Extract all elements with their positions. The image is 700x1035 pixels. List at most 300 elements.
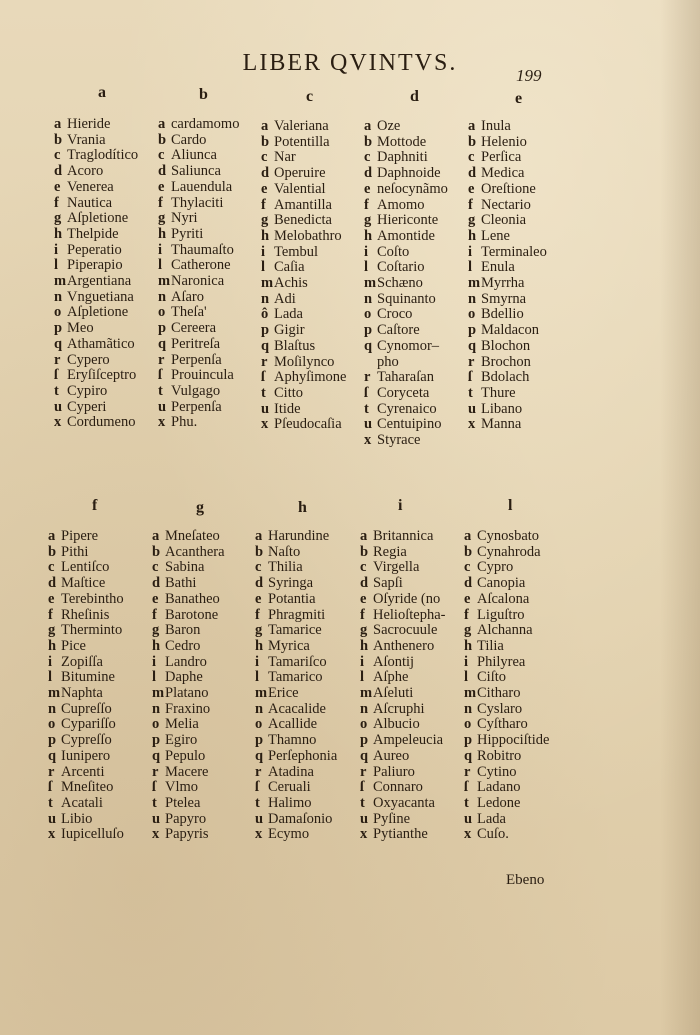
entry-word: Vnguetiana xyxy=(67,288,134,305)
entry-word: Britannica xyxy=(373,528,434,544)
entry-word: Moſilynco xyxy=(274,353,335,370)
list-item xyxy=(54,196,138,212)
entry-word: Cypreſſo xyxy=(61,732,112,749)
entry-word: Blochon xyxy=(481,337,531,354)
list-item xyxy=(54,400,138,416)
list-item xyxy=(152,639,225,655)
entry-letter: o xyxy=(48,716,56,733)
list-item xyxy=(255,623,337,639)
entry-word: Ledone xyxy=(477,794,521,811)
page-fold-shadow xyxy=(660,0,700,1035)
entry-letter: i xyxy=(54,241,59,258)
entry-letter: p xyxy=(158,320,167,337)
entry-letter: l xyxy=(54,257,59,274)
list-item xyxy=(255,560,337,576)
entry-word: Virgella xyxy=(373,559,420,576)
list-item xyxy=(158,180,239,196)
list-item xyxy=(48,717,124,733)
entry-letter: e xyxy=(261,180,268,197)
entry-letter: q xyxy=(158,335,167,352)
entry-word: Cynahroda xyxy=(477,543,541,560)
list-item xyxy=(54,117,138,133)
entry-word: Piperapio xyxy=(67,257,123,274)
entry-letter: x xyxy=(464,826,472,843)
entry-letter: b xyxy=(48,543,57,560)
list-item xyxy=(152,702,225,718)
entry-letter: ſ xyxy=(48,779,53,796)
entry-word: Peritreſa xyxy=(171,335,221,352)
entry-word: Halimo xyxy=(268,794,312,811)
list-item xyxy=(364,166,448,182)
entry-letter: q xyxy=(54,335,63,352)
entry-letter: m xyxy=(48,685,61,702)
list-item xyxy=(48,560,124,576)
entry-letter: c xyxy=(364,149,371,166)
entry-letter: m xyxy=(255,685,268,702)
entry-word: Lene xyxy=(481,227,510,244)
entry-letter: d xyxy=(468,165,477,182)
entry-word: Syringa xyxy=(268,575,314,592)
entry-word: Perpenſa xyxy=(171,351,222,368)
list-item xyxy=(48,702,124,718)
entry-letter: n xyxy=(48,700,57,717)
list-item xyxy=(255,717,337,733)
list-item xyxy=(360,733,445,749)
entry-word: Acanthera xyxy=(165,543,225,560)
list-item xyxy=(152,733,225,749)
entry-word: Eryſiſceptro xyxy=(67,367,137,384)
entry-letter: c xyxy=(152,559,159,576)
entry-word: Tamarico xyxy=(268,669,323,686)
entry-letter: l xyxy=(152,669,157,686)
list-item xyxy=(48,796,124,812)
entry-word: Regia xyxy=(373,543,407,560)
entry-letter: ſ xyxy=(364,384,369,401)
entry-letter: t xyxy=(158,382,163,399)
list-item xyxy=(158,211,239,227)
list-item xyxy=(364,402,448,418)
entry-letter: u xyxy=(48,810,57,827)
list-item xyxy=(364,245,448,261)
entry-letter: l xyxy=(48,669,53,686)
entry-letter: m xyxy=(54,273,67,290)
entry-letter: r xyxy=(54,351,61,368)
list-item xyxy=(48,812,124,828)
list-item xyxy=(261,166,347,182)
entry-word: Squinanto xyxy=(377,290,436,307)
entry-word: Schæno xyxy=(377,275,423,292)
list-item xyxy=(152,623,225,639)
entry-word: Lada xyxy=(477,810,506,827)
list-item xyxy=(261,260,347,276)
entry-word: Cuſo. xyxy=(477,826,509,843)
entry-word: Oxyacanta xyxy=(373,794,435,811)
entry-letter: t xyxy=(261,384,266,401)
entry-letter: g xyxy=(364,212,372,229)
entry-letter: r xyxy=(255,763,262,780)
list-item xyxy=(364,135,448,151)
entry-word: Smyrna xyxy=(481,290,527,307)
list-item xyxy=(261,135,347,151)
entry-letter: a xyxy=(360,528,368,544)
list-item xyxy=(54,164,138,180)
entry-word: Bdolach xyxy=(481,369,530,386)
list-item xyxy=(255,529,337,545)
list-item xyxy=(54,243,138,259)
entry-letter: t xyxy=(48,794,53,811)
entry-letter: p xyxy=(364,322,373,339)
entry-word: Landro xyxy=(165,653,207,670)
list-item xyxy=(152,812,225,828)
entry-letter: ſ xyxy=(360,779,365,796)
entry-word: Damaſonio xyxy=(268,810,333,827)
list-item xyxy=(255,639,337,655)
list-item xyxy=(152,529,225,545)
entry-word: Bitumine xyxy=(61,669,115,686)
entry-word: Macere xyxy=(165,763,209,780)
entry-letter: m xyxy=(261,275,274,292)
catchword: Ebeno xyxy=(506,872,545,888)
word-column-i xyxy=(360,529,445,843)
list-item xyxy=(48,780,124,796)
entry-word: Cyſtharo xyxy=(477,716,528,733)
list-item xyxy=(364,292,448,308)
list-item xyxy=(360,529,445,545)
list-item xyxy=(158,148,239,164)
entry-letter: d xyxy=(48,575,57,592)
entry-word: Blaſtus xyxy=(274,337,316,354)
list-item xyxy=(464,765,550,781)
entry-letter: f xyxy=(468,196,473,213)
entry-word: Harundine xyxy=(268,528,330,544)
list-item xyxy=(364,260,448,276)
list-item xyxy=(152,780,225,796)
list-item xyxy=(48,608,124,624)
entry-letter: n xyxy=(255,700,264,717)
entry-word: Mneſateo xyxy=(165,528,220,544)
entry-letter: g xyxy=(255,622,263,639)
list-item xyxy=(152,560,225,576)
list-item xyxy=(48,545,124,561)
list-item xyxy=(255,733,337,749)
list-item xyxy=(158,133,239,149)
entry-letter: q xyxy=(255,747,264,764)
list-item xyxy=(152,545,225,561)
entry-word: Connaro xyxy=(373,779,423,796)
entry-word: Amantilla xyxy=(274,196,332,213)
entry-letter: t xyxy=(464,794,469,811)
entry-word: Meo xyxy=(67,320,94,337)
list-item xyxy=(158,196,239,212)
entry-word: Aſeluti xyxy=(373,685,414,702)
list-item xyxy=(158,415,239,431)
entry-word: Helenio xyxy=(481,133,527,150)
entry-letter: a xyxy=(364,118,372,134)
entry-word: Aſcruphi xyxy=(373,700,425,717)
entry-letter: a xyxy=(152,528,160,544)
list-item xyxy=(158,337,239,353)
word-column-d xyxy=(364,119,448,449)
entry-word: Hippociſtide xyxy=(477,732,550,749)
entry-word: Benedicta xyxy=(274,212,332,229)
list-item xyxy=(464,545,550,561)
column-letter-l: l xyxy=(508,497,513,514)
entry-letter: g xyxy=(360,622,368,639)
list-item xyxy=(468,150,547,166)
list-item xyxy=(464,608,550,624)
entry-letter: b xyxy=(360,543,369,560)
list-item xyxy=(464,529,550,545)
entry-word: Phu. xyxy=(171,414,198,431)
list-item xyxy=(464,749,550,765)
list-item xyxy=(360,623,445,639)
list-item xyxy=(54,180,138,196)
entry-letter: q xyxy=(468,337,477,354)
list-item xyxy=(364,213,448,229)
entry-letter: o xyxy=(152,716,160,733)
entry-letter: ſ xyxy=(152,779,157,796)
column-letter-h: h xyxy=(298,499,307,516)
list-item xyxy=(360,545,445,561)
entry-letter: n xyxy=(464,700,473,717)
entry-letter: c xyxy=(468,149,475,166)
list-item xyxy=(468,135,547,151)
entry-word: Barotone xyxy=(165,606,219,623)
list-item xyxy=(48,639,124,655)
list-item xyxy=(54,290,138,306)
entry-word: Gigir xyxy=(274,322,305,339)
entry-word: Bathi xyxy=(165,575,197,592)
entry-word: Argentiana xyxy=(67,273,132,290)
entry-word: Anthenero xyxy=(373,637,435,654)
entry-letter: t xyxy=(360,794,365,811)
list-item xyxy=(261,339,347,355)
list-item xyxy=(261,402,347,418)
entry-letter: b xyxy=(261,133,270,150)
entry-word: Melia xyxy=(165,716,199,733)
entry-letter: e xyxy=(464,590,471,607)
list-item xyxy=(255,780,337,796)
entry-word: Myrica xyxy=(268,637,310,654)
word-column-b xyxy=(158,117,239,431)
entry-word: Peperatio xyxy=(67,241,122,258)
list-item xyxy=(255,576,337,592)
entry-letter: a xyxy=(158,116,166,132)
entry-letter: ſ xyxy=(54,367,59,384)
entry-letter: d xyxy=(152,575,161,592)
list-item xyxy=(364,386,448,402)
entry-letter: b xyxy=(158,131,167,148)
entry-letter: c xyxy=(54,147,61,164)
entry-word: Potentilla xyxy=(274,133,330,150)
entry-word: Thaumaſto xyxy=(171,241,234,258)
list-item xyxy=(464,560,550,576)
entry-word: Aureo xyxy=(373,747,410,764)
entry-letter: x xyxy=(468,416,476,433)
entry-word: Perſephonia xyxy=(268,747,338,764)
list-item xyxy=(360,702,445,718)
list-item xyxy=(468,166,547,182)
entry-word: Cypariſſo xyxy=(61,716,116,733)
entry-word: neſocynãmo xyxy=(377,180,448,197)
entry-letter: n xyxy=(54,288,63,305)
list-item xyxy=(468,402,547,418)
list-item xyxy=(468,417,547,433)
entry-letter: g xyxy=(54,210,62,227)
entry-word: Ecymo xyxy=(268,826,310,843)
entry-word: Cyperi xyxy=(67,398,107,415)
entry-letter: c xyxy=(464,559,471,576)
entry-word: Sapſi xyxy=(373,575,403,592)
list-item xyxy=(158,400,239,416)
entry-letter: r xyxy=(364,369,371,386)
list-item xyxy=(360,670,445,686)
entry-word: Pyſine xyxy=(373,810,411,827)
list-item xyxy=(364,276,448,292)
entry-letter: c xyxy=(48,559,55,576)
entry-letter: h xyxy=(54,225,63,242)
entry-word: Thure xyxy=(481,384,516,401)
entry-letter: u xyxy=(261,400,270,417)
entry-word: Tembul xyxy=(274,243,319,260)
list-item xyxy=(261,245,347,261)
list-item xyxy=(364,370,448,386)
entry-word: Cleonia xyxy=(481,212,527,229)
entry-word: Erice xyxy=(268,685,299,702)
list-item xyxy=(152,592,225,608)
entry-letter: h xyxy=(464,637,473,654)
word-column-e xyxy=(468,119,547,433)
page-title: LIBER QVINTVS. xyxy=(242,50,458,76)
entry-letter: r xyxy=(464,763,471,780)
list-item xyxy=(54,415,138,431)
entry-letter: r xyxy=(48,763,55,780)
entry-letter: x xyxy=(158,414,166,431)
entry-letter: b xyxy=(54,131,63,148)
entry-word: Tamariſco xyxy=(268,653,327,670)
entry-word: Cordumeno xyxy=(67,414,136,431)
entry-letter: m xyxy=(464,685,477,702)
entry-letter: d xyxy=(364,165,373,182)
entry-word: Pipere xyxy=(61,528,99,544)
entry-letter: d xyxy=(255,575,264,592)
entry-word: Iunipero xyxy=(61,747,111,764)
entry-letter: p xyxy=(152,732,161,749)
entry-word: Zopiſſa xyxy=(61,653,103,670)
list-item xyxy=(255,686,337,702)
list-item xyxy=(54,305,138,321)
entry-letter: u xyxy=(468,400,477,417)
entry-letter: h xyxy=(48,637,57,654)
entry-word: Alchanna xyxy=(477,622,533,639)
list-item xyxy=(464,670,550,686)
list-item xyxy=(255,670,337,686)
entry-letter: u xyxy=(360,810,369,827)
list-item xyxy=(468,229,547,245)
list-item xyxy=(261,119,347,135)
entry-word: Maldacon xyxy=(481,322,539,339)
entry-word: Pice xyxy=(61,637,86,654)
entry-letter: n xyxy=(158,288,167,305)
column-letter-a: a xyxy=(98,84,106,101)
list-item xyxy=(360,592,445,608)
entry-letter: a xyxy=(54,116,62,132)
list-item xyxy=(468,307,547,323)
entry-word: Nyri xyxy=(171,210,198,227)
entry-word: Pſeudocaſia xyxy=(274,416,342,433)
entry-letter: p xyxy=(48,732,57,749)
entry-letter: x xyxy=(364,432,372,449)
entry-letter: ſ xyxy=(261,369,266,386)
list-item xyxy=(158,290,239,306)
list-item xyxy=(48,827,124,843)
entry-word: Ladano xyxy=(477,779,521,796)
entry-word: Amontide xyxy=(377,227,435,244)
entry-word: Perſica xyxy=(481,149,522,166)
entry-word: Mneſiteo xyxy=(61,779,114,796)
entry-word: Philyrea xyxy=(477,653,526,670)
entry-letter: i xyxy=(261,243,266,260)
entry-letter: n xyxy=(360,700,369,717)
entry-word: Rheſinis xyxy=(61,606,110,623)
list-item xyxy=(255,749,337,765)
entry-word: Croco xyxy=(377,306,413,323)
entry-word: Nautica xyxy=(67,194,113,211)
list-item xyxy=(158,117,239,133)
list-item xyxy=(54,227,138,243)
list-item xyxy=(255,827,337,843)
entry-word: Egiro xyxy=(165,732,198,749)
entry-letter: o xyxy=(464,716,472,733)
list-item xyxy=(54,274,138,290)
entry-letter: ſ xyxy=(255,779,260,796)
list-item xyxy=(464,639,550,655)
entry-word: Adi xyxy=(274,290,296,307)
column-letter-e: e xyxy=(515,90,523,107)
entry-letter: i xyxy=(360,653,365,670)
entry-letter: c xyxy=(255,559,262,576)
entry-word: Helioſtepha- xyxy=(373,606,446,623)
list-item xyxy=(364,323,448,339)
entry-letter: n xyxy=(261,290,270,307)
list-item xyxy=(54,353,138,369)
list-item xyxy=(464,827,550,843)
word-column-g xyxy=(152,529,225,843)
list-item xyxy=(255,765,337,781)
entry-letter: p xyxy=(464,732,473,749)
entry-letter: l xyxy=(468,259,473,276)
entry-word: Coſtario xyxy=(377,259,425,276)
entry-word: Caſtore xyxy=(377,322,420,339)
entry-word: Cynomor– xyxy=(377,337,440,354)
entry-letter: q xyxy=(464,747,473,764)
list-item xyxy=(468,213,547,229)
entry-word: Terminaleo xyxy=(481,243,547,260)
entry-word: Paliuro xyxy=(373,763,415,780)
entry-letter: u xyxy=(152,810,161,827)
entry-letter: i xyxy=(158,241,163,258)
entry-letter: f xyxy=(48,606,53,623)
entry-word: Cedro xyxy=(165,637,201,654)
entry-word: Aphyſimone xyxy=(274,369,347,386)
list-item xyxy=(364,417,448,433)
entry-letter: p xyxy=(360,732,369,749)
entry-word: Centuipino xyxy=(377,416,442,433)
entry-letter: e xyxy=(158,178,165,195)
list-item xyxy=(158,384,239,400)
list-item xyxy=(48,529,124,545)
list-item xyxy=(468,245,547,261)
